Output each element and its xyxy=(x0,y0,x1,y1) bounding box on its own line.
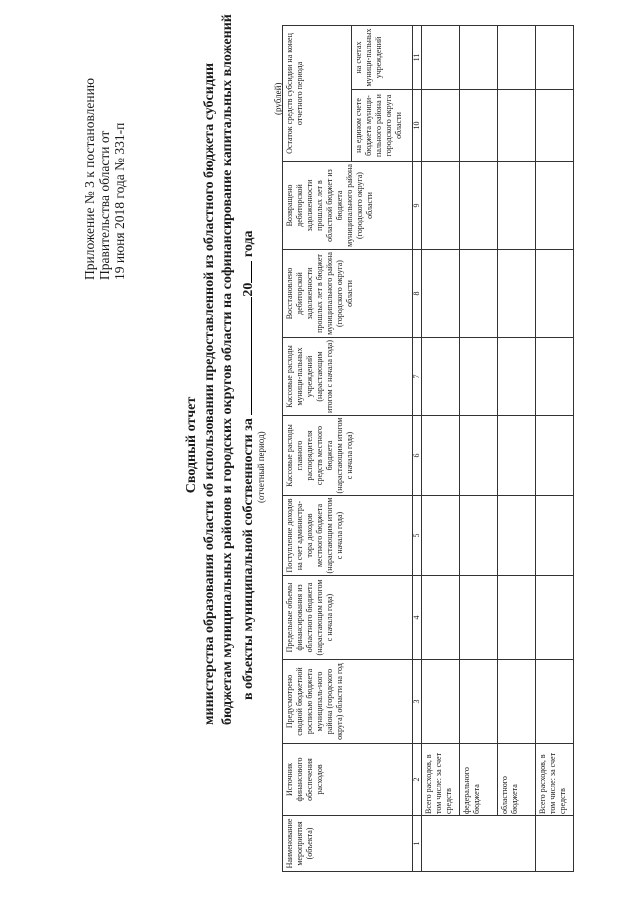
column-number: 5 xyxy=(413,496,422,576)
column-number: 9 xyxy=(413,162,422,250)
value-cell xyxy=(460,26,498,90)
value-cell xyxy=(422,162,460,250)
value-cell xyxy=(498,496,536,576)
year-blank xyxy=(238,261,252,283)
period-blank xyxy=(238,297,252,415)
table-row xyxy=(460,26,498,872)
header-revenues: Поступление доходов на счет администра-тора доходов местного бюджета (нарастающим итогом с начала года) xyxy=(283,496,413,576)
header-restored-debt: Восстановлено дебиторской задолженности прошлых лет в бюджет муниципального района (городского округа) области xyxy=(283,250,413,338)
value-cell xyxy=(422,496,460,576)
column-number: 8 xyxy=(413,250,422,338)
source-cell: Всего расходов, в том числе: за счет средств xyxy=(536,744,574,816)
value-cell xyxy=(536,26,574,90)
table-row xyxy=(422,26,460,872)
report-subtitle-line-3 xyxy=(238,230,257,700)
header-cash-institutions: Кассовые расходы муници-пальных учреждений (нарастающим итогом с начала года) xyxy=(283,338,413,416)
value-cell xyxy=(536,496,574,576)
value-cell xyxy=(498,416,536,496)
value-cell xyxy=(460,576,498,660)
value-cell xyxy=(460,496,498,576)
value-cell xyxy=(422,660,460,744)
value-cell xyxy=(498,338,536,416)
header-source: Источник финансового обеспечения расходов xyxy=(283,744,413,816)
value-cell xyxy=(498,90,536,162)
table-row xyxy=(498,26,536,872)
value-cell xyxy=(536,576,574,660)
value-cell xyxy=(460,338,498,416)
value-cell xyxy=(460,90,498,162)
header-balance-institutions: на счетах муници-пальных учреждений xyxy=(352,26,413,90)
header-object: Наименование мероприятия (объекта) xyxy=(283,816,413,872)
header-returned-debt: Возвращено дебиторской задолженности прошлых лет в областной бюджет из бюджета муниципального района (городского округа) области xyxy=(283,162,413,250)
column-number: 3 xyxy=(413,660,422,744)
value-cell xyxy=(460,250,498,338)
value-cell xyxy=(422,250,460,338)
value-cell xyxy=(498,162,536,250)
value-cell xyxy=(422,576,460,660)
column-number: 2 xyxy=(413,744,422,816)
header-cash-main: Кассовые расходы главного распорядителя средств местного бюджета (нарастающим итогом с начала года) xyxy=(283,416,413,496)
header-limits: Предельные объемы финансирования из областного бюджета (нарастающим итогом с начала года) xyxy=(283,576,413,660)
period-caption: (отчетный период) xyxy=(256,431,266,503)
year-prefix: 20 xyxy=(241,282,256,297)
column-number: 4 xyxy=(413,576,422,660)
value-cell xyxy=(498,250,536,338)
column-number: 1 xyxy=(413,816,422,872)
source-cell: Всего расходов, в том числе: за счет средств xyxy=(422,744,460,816)
value-cell xyxy=(498,576,536,660)
value-cell xyxy=(422,26,460,90)
value-cell xyxy=(422,416,460,496)
object-cell xyxy=(422,816,536,872)
report-subtitle-line-2: бюджетам муниципальных районов и городских округов области на софинансирование капитальных вложений xyxy=(220,14,235,725)
column-number: 11 xyxy=(413,26,422,90)
header-balance: Остаток средств субсидии на конец отчетного периода xyxy=(283,26,352,162)
value-cell xyxy=(460,416,498,496)
value-cell xyxy=(422,338,460,416)
value-cell xyxy=(536,250,574,338)
value-cell xyxy=(536,416,574,496)
value-cell xyxy=(536,162,574,250)
units-label: (рублей) xyxy=(273,82,283,115)
period-prefix: в объекты муниципальной собственности за xyxy=(241,418,256,700)
object-cell xyxy=(536,816,574,872)
value-cell xyxy=(536,660,574,744)
value-cell xyxy=(536,90,574,162)
report-table xyxy=(282,25,574,872)
column-number: 10 xyxy=(413,90,422,162)
value-cell xyxy=(422,90,460,162)
column-number: 6 xyxy=(413,416,422,496)
value-cell xyxy=(460,162,498,250)
value-cell xyxy=(498,660,536,744)
appendix-line-3: 19 июня 2018 года № 331-п xyxy=(112,122,127,280)
report-title: Сводный отчет xyxy=(184,396,199,494)
appendix-line-1: Приложение № 3 к постановлению xyxy=(82,78,97,280)
value-cell xyxy=(498,26,536,90)
year-suffix: года xyxy=(241,230,256,258)
value-cell xyxy=(460,660,498,744)
header-planned: Предусмотрено сводной бюджетной росписью бюджета муниципаль-ного района (городского округа) области на год xyxy=(283,660,413,744)
header-balance-single-account: на едином счете бюджета муници-пального района и городского округа области xyxy=(352,90,413,162)
source-cell: федерального бюджета xyxy=(460,744,498,816)
appendix-block xyxy=(82,78,127,280)
column-number: 7 xyxy=(413,338,422,416)
source-cell: областного бюджета xyxy=(498,744,536,816)
value-cell xyxy=(536,338,574,416)
report-subtitle-line-1: министерства образования области об использовании предоставленной из областного бюджета субсидии xyxy=(202,62,217,725)
table-row xyxy=(536,26,574,872)
appendix-line-2: Правительства области от xyxy=(97,130,112,280)
